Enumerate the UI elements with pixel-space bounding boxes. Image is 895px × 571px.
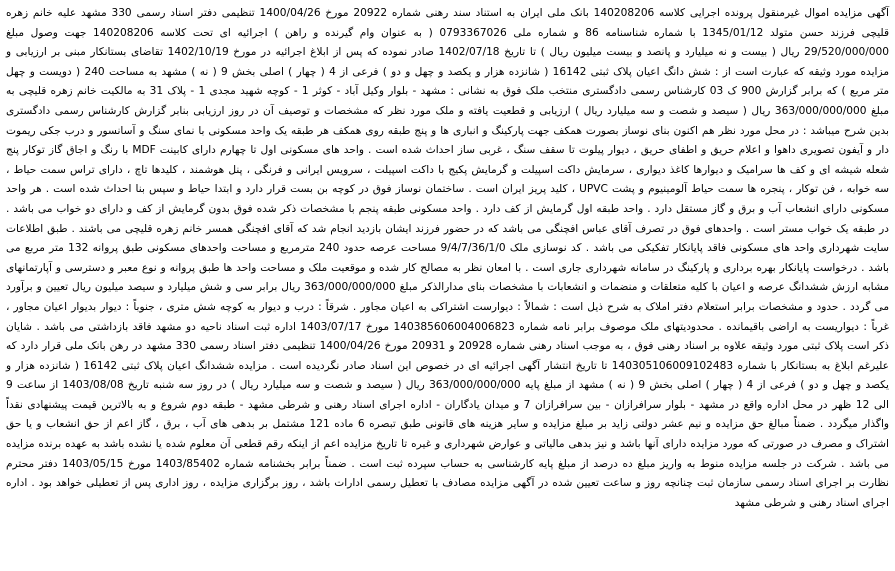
auction-notice-text: آگهی مزایده اموال غیرمنقول پرونده اجرایی کلاسه 140208206 بانک ملی ایران به استناد سند رهنی شماره 20922 مورخ 1400/04/26 تنظیمی دفتر اسناد رسمی 330 مشهد علیه خانم زهره قلیچی فرزند حسن متولد 1345/01/12 با شماره شناسنامه 86 و شماره ملی 0793367026 ( به عنوان وام گیرنده و راهن ) اجرائیه ای تحت کلاسه 140208206 جهت وصول مبلغ 29/520/000/000 ریال ( بیست و نه میلیارد و پانصد و بیست میلیون ریال ) تا تاریخ 1402/07/18 صادر نموده که پس از ابلاغ اجرائیه در مورخ 1402/10/19 تقاضای بستانکار مبنی بر ارزیابی و مزایده مورد وثیقه که عبارت است از : شش دانگ اعیان پلاک ثبتی 16142 ( شانزده هزار و یکصد و چهل و دو ) فرعی از 4 ( چهار ) اصلی بخش 9 ( نه ) مشهد به مساحت 240 ( دویست و چهل متر مربع ) که برابر گزارش 900 ک 03 کارشناس رسمی دادگستری منتخب ملک فوق به نشانی : مشهد - بلوار وکیل آباد - کوثر 1 - کوچه شهید مجدی 1 - پلاک 31 به مالکیت خانم زهره قلیچی به مبلغ 363/000/000/000 ریال ( سیصد و شصت و سه میلیارد ریال ) ارزیابی و قطعیت یافته و ملک مورد نظر که مشخصات و توصیف آن در روز ارزیابی بنابر گزارش کارشناس رسمی دادگستری بدین شرح میباشد : در محل مورد نظر هم اکنون بنای نوساز بصورت همکف جهت پارکینگ و انباری ها و پنج طبقه روی همکف هر طبقه یک واحد مسکونی با نمای سنگ و آسانسور و درب جکی ریموت دار و آیفون تصویری داهوا و اعلام حریق و اطفای حریق ، دیوار پیلوت تا سقف سنگ ، غربی ساز احداث شده است . واحد های مسکونی اول تا چهارم دارای کابینت MDF با رنگ و اجاق گاز توکار پنج شعله شیشه ای و کف ها سرامیک و دیوارها کاغذ دیواری ، سرمایش داکت اسپیلت و گرمایش پکیج با داکت اسپیلت ، سرویس ایرانی و فرنگی ، پنل هوشمند ، کلیدها تاچ ، دارای تراس سمت حیاط ، سه خوابه ، فن توکار ، پنجره ها سمت حیاط آلومینیوم و پشت UPVC ، کلید پریز ایران است . ساختمان نوساز فوق در کوچه بن بست قرار دارد و ابتدا حیاط و سپس بنا احداث شده است . هر واحد مسکونی دارای انشعاب آب و برق و گاز مستقل دارد . واحد طبقه اول گرمایش از کف دارد . واحد مسکونی طبقه پنجم با مشخصات ذکر شده فوق بدون گرمایش از کف و دارای دو خواب می باشد . در طبقه یک خواب مستر است . واحدهای فوق در تصرف آقای عباس افچنگی می باشد که در حضور فرزند ایشان بازدید انجام شد که آقای افچنگی همسر خانم زهره قلیچی می باشند . طبق اطلاعات سایت شهرداری واحد های مسکونی فاقد پایانکار تفکیکی می باشد . کد نوسازی ملک 9/4/7/36/1/0 مساحت عرصه حدود 240 مترمربع و مساحت واحدهای مسکونی طبق پروانه 132 متر مربع می باشد . درخواست پایانکار بهره برداری و پارکینگ در سامانه شهرداری جاری است . با امعان نظر به مصالح کار شده و موقعیت ملک و مساحت واحد ها طبق پروانه و نوع معبر و دسترسی و آپارتمانهای مشابه ارزش ششدانگ عرصه و اعیان با کلیه متعلقات و منضمات و انشعابات با مشخصات بنای مدارالذکر مبلغ 363/000/000/000 ریال برابر سی و شش میلیارد و سیصد میلیون ریال تعیین و برآورد می گردد . حدود و مشخصات برابر استعلام دفتر املاک به شرح ذیل است : شمالاً : دیوارست اشتراکی به اعیان مجاور . شرقاً : درب و دیوار به کوچه شش متری ، جنوباً : دیوار بدیوار اعیان مجاور ، غرباً : دیواریست به اراضی باقیمانده . محدودیتهای ملک موصوف برابر نامه شماره 140385606004006823 مورخ 1403/07/17 اداره ثبت اسناد ناحیه دو مشهد فاقد بازداشتی می باشد . شایان ذکر است پلاک ثبتی مورد وثیقه علاوه بر اسناد رهنی فوق ، به موجب اسناد رهنی شماره 20928 و 20931 مورخ 1400/04/26 تنظیمی دفتر اسناد رسمی 330 مشهد در رهن بانک ملی قرار دارد که علیرغم ابلاغ به بستانکار با شماره 140305106009102483 تا تاریخ انتشار آگهی اجرائیه ای در خصوص این اسناد صادر نگردیده است . مزایده ششدانگ اعیان پلاک ثبتی 16142 ( شانزده هزار و یکصد و چهل و دو ) فرعی از 4 ( چهار ) اصلی بخش 9 ( نه ) مشهد از مبلغ پایه 363/000/000/000 ریال ( سیصد و شصت و سه میلیارد ریال ) در روز سه شنبه تاریخ 1403/08/08 از ساعت 9 الی 12 ظهر در محل اداره واقع در مشهد - بلوار سرافرازان - بین سرافرازان 7 و میدان یادگاران - اداره اجرای اسناد رهنی و شرطی مشهد - طبقه دوم شروع و به بالاترین قیمت پیشنهادی نقداً واگذار میگردد . ضمناً مبالغ حق مزایده و نیم عشر دولتی زاید بر مبلغ مزایده و سایر هزینه های قانونی طبق تبصره 6 ماده 121 مشتمل بر بدهی های آب ، برق ، گاز اعم از حق انشعاب و یا حق اشتراک و مصرف در صورتی که مورد مزایده دارای آنها باشد و نیز بدهی مالیاتی و عوارض شهرداری و غیره تا تاریخ مزایده اعم از اینکه رقم قطعی آن معلوم شده یا نشده باشد به عهده برنده مزایده می باشد . شرکت در جلسه مزایده منوط به واریز مبلغ ده درصد از مبلغ پایه کارشناسی به حساب سپرده ثبت است . ضمناً برابر بخشنامه شماره 1403/85402 مورخ 1403/05/15 دفتر محترم نظارت بر اجرای اسناد رسمی سازمان ثبت چنانچه روز و ساعت تعیین شده در آگهی مزایده مصادف با تعطیل رسمی ادارات باشد ، روز برگزاری مزایده ، روز اداری پس از تعطیلی خواهد بود . اداره اجرای اسناد رهنی و شرطی مشهد [6,7,890,509]
